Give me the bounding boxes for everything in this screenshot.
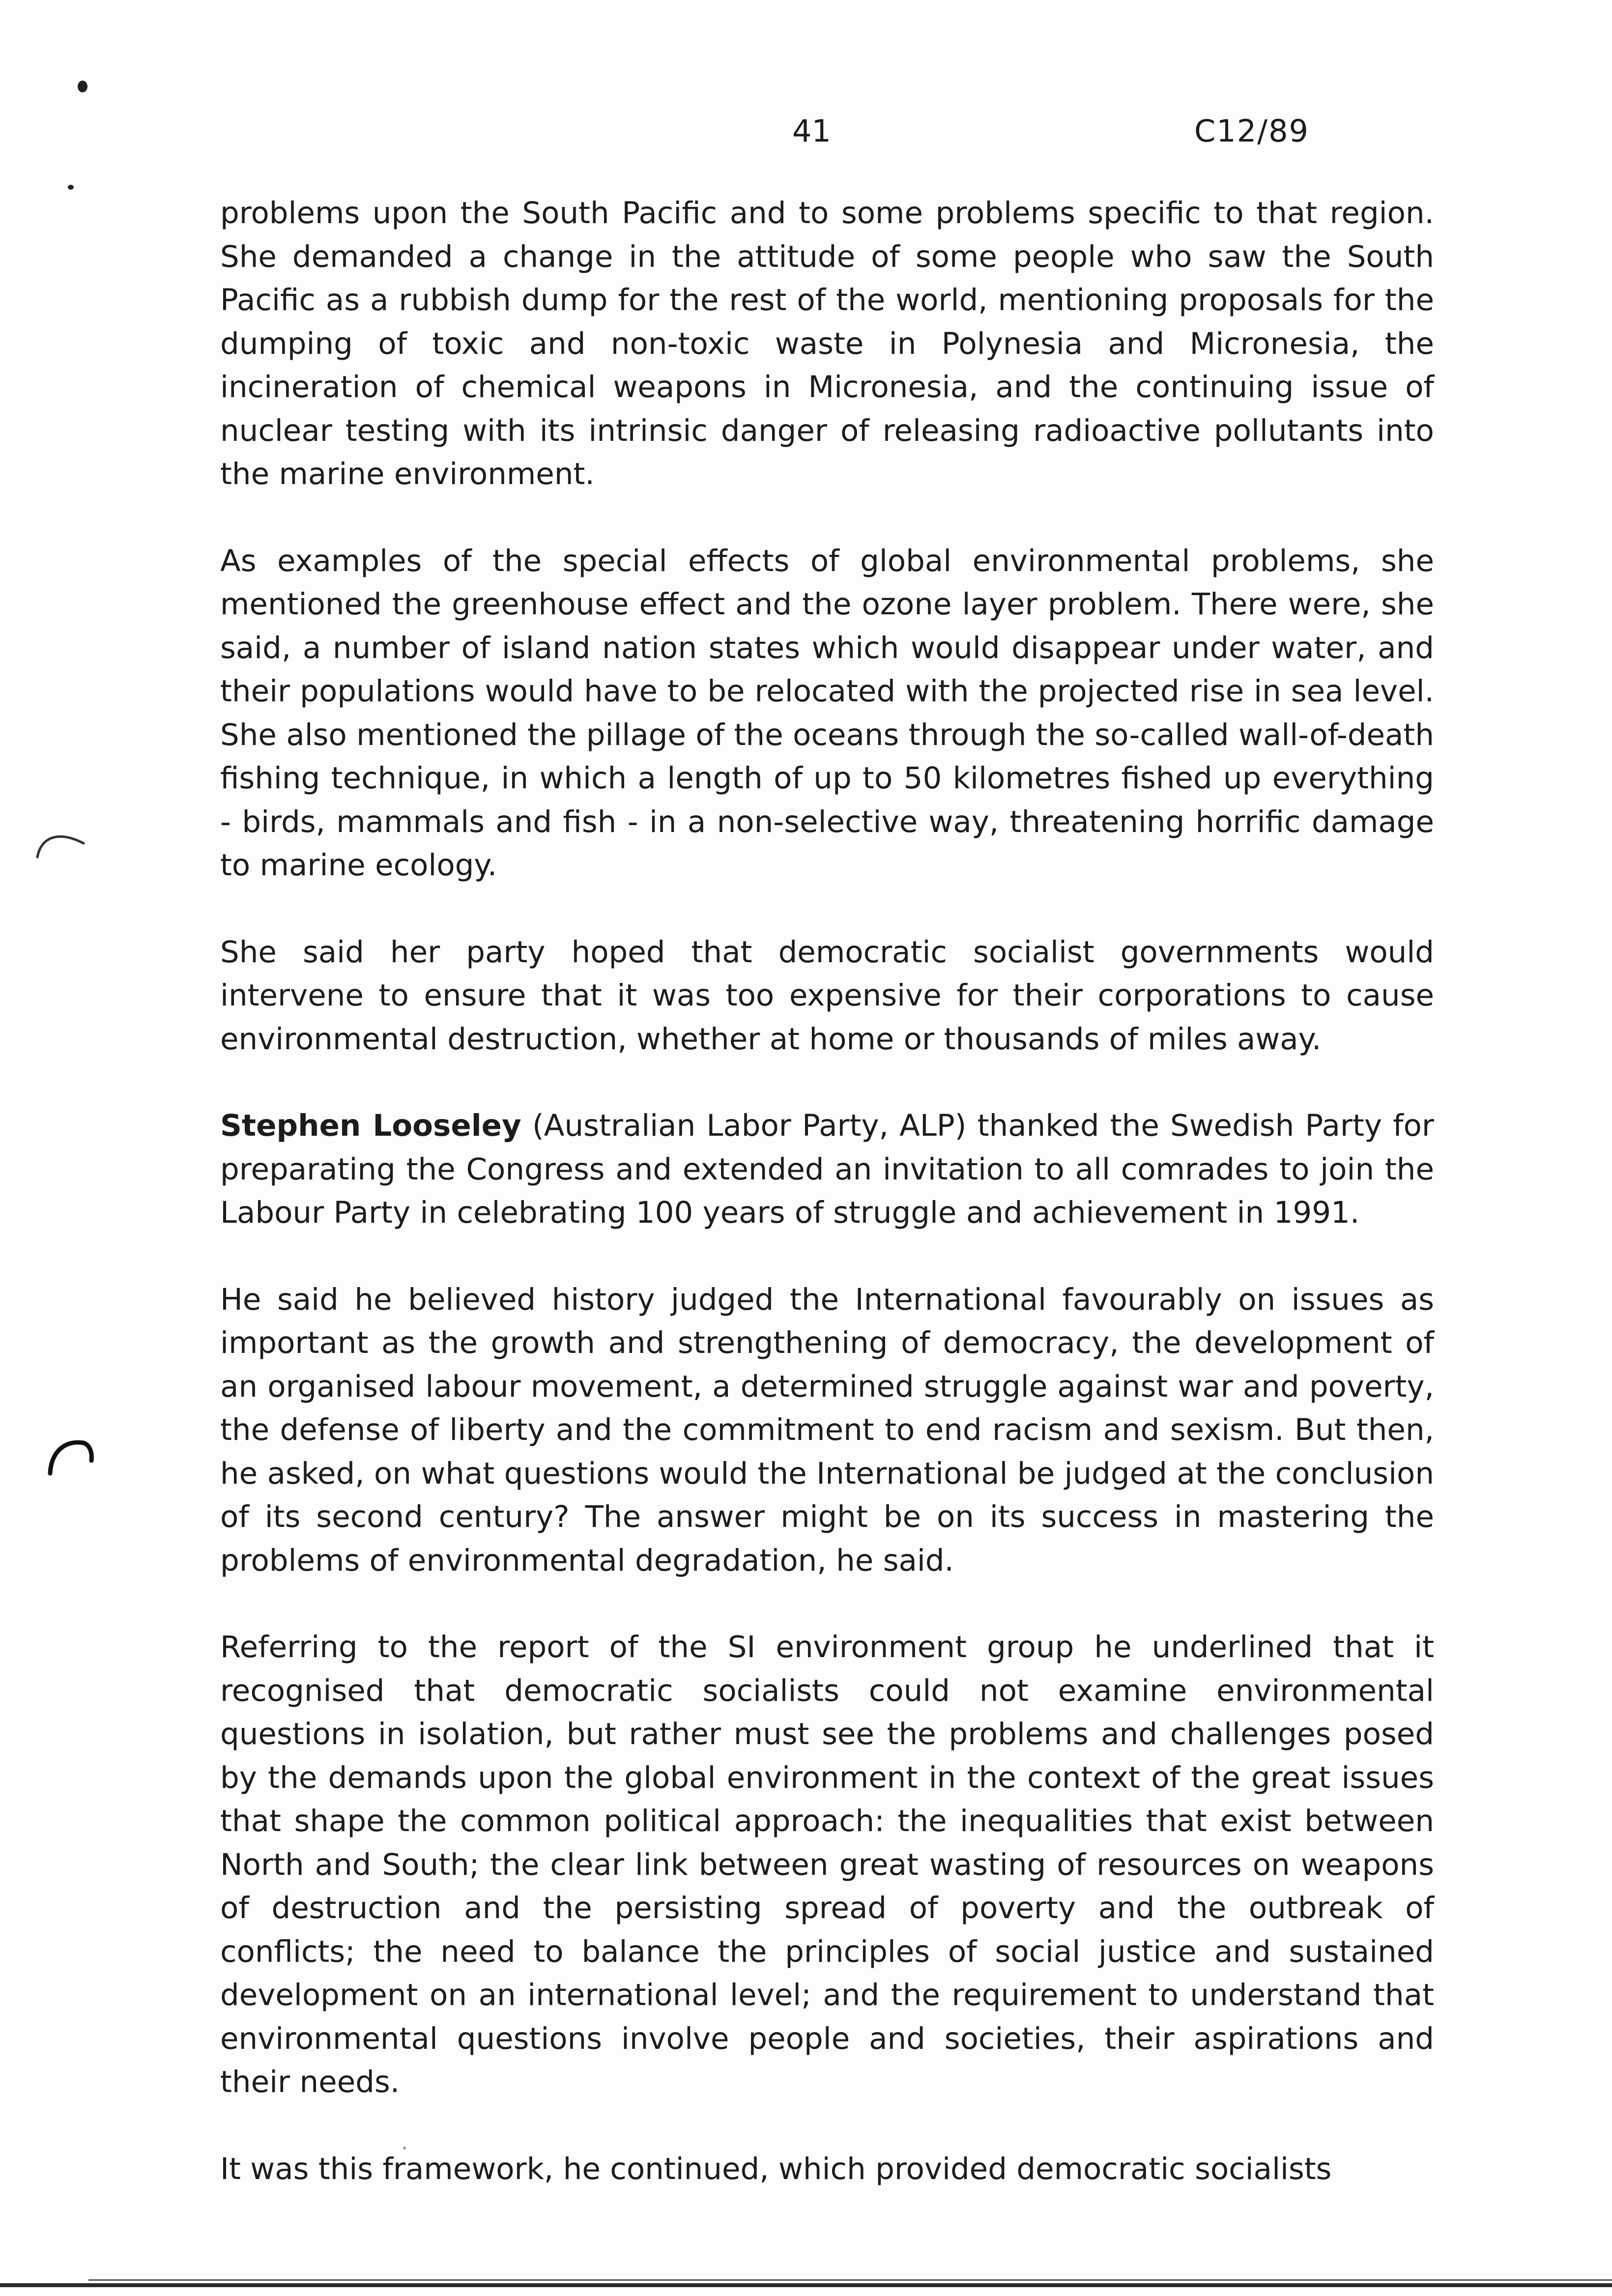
paragraph (220, 192, 1434, 496)
punch-hole-mark (78, 81, 87, 92)
paragraph-text: It was this framework, he continued, which provided democratic socialists (220, 2151, 1332, 2186)
paragraph-text: Referring to the report of the SI environment group he underlined that it recognised that democratic socialists could not examine environmental questions in isolation, but rather must see the problems and challenges posed by the demands upon the global environment in the context of the great issues that shape the common political approach: the inequalities that exist between North and South; the clear link between great wasting of resources on weapons of destruction and the persisting spread of poverty and the outbreak of conflicts; the need to balance the principles of social justice and sustained development on an international level; and the requirement to understand that environmental questions involve people and societies, their aspirations and their needs. (220, 1630, 1434, 2099)
paragraph (220, 1278, 1434, 1583)
margin-bracket-mark (45, 1437, 99, 1476)
page-header (0, 109, 1612, 153)
page-number: 41 (792, 113, 831, 149)
margin-bracket-mark (34, 827, 88, 861)
paragraph (220, 1626, 1434, 2104)
paragraph-text: (Australian Labor Party, ALP) thanked the Swedish Party for preparating the Congress and extended an invitation to all comrades to join the Labour Party in celebrating 100 years of struggle and achievement in 1991. (220, 1108, 1435, 1230)
paragraph-text: She said her party hoped that democratic socialist governments would intervene to ensure that it was too expensive for their corporations to cause environmental destruction, whether at home or thousands of miles away. (220, 934, 1434, 1057)
ink-speck-mark (68, 185, 74, 190)
speaker-name: Stephen Looseley (220, 1108, 521, 1143)
body-text (220, 192, 1434, 2191)
paragraph (220, 1104, 1434, 1235)
paragraph-text: problems upon the South Pacific and to some problems specific to that region. She demanded a change in the attitude of some people who saw the South Pacific as a rubbish dump for the rest of the world, mentioning proposals for the dumping of toxic and non-toxic waste in Polynesia and Micronesia, the incineration of chemical weapons in Micronesia, and the continuing issue of nuclear testing with its intrinsic danger of releasing radioactive pollutants into the marine environment. (220, 196, 1434, 491)
paragraph (220, 931, 1434, 1062)
paragraph-text: He said he believed history judged the International favourably on issues as important as the growth and strengthening of democracy, the development of an organised labour movement, a determined struggle against war and poverty, the defense of liberty and the commitment to end racism and sexism. But then, he asked, on what questions would the International be judged at the conclusion of its second century? The answer might be on its success in mastering the problems of environmental degradation, he said. (220, 1282, 1434, 1578)
paragraph (220, 2148, 1434, 2191)
bottom-rule (0, 2283, 1612, 2287)
paragraph-text: As examples of the special effects of global environmental problems, she mentioned the greenhouse effect and the ozone layer problem. There were, she said, a number of island nation states which would disappear under water, and their populations would have to be relocated with the projected rise in sea level. She also mentioned the pillage of the oceans through the so-called wall-of-death fishing technique, in which a length of up to 50 kilometres fished up everything - birds, mammals and fish - in a non-selective way, threatening horrific damage to marine ecology. (220, 543, 1434, 883)
bottom-rule-thin (88, 2279, 1612, 2281)
document-reference: C12/89 (1194, 113, 1309, 149)
paragraph (220, 540, 1434, 888)
